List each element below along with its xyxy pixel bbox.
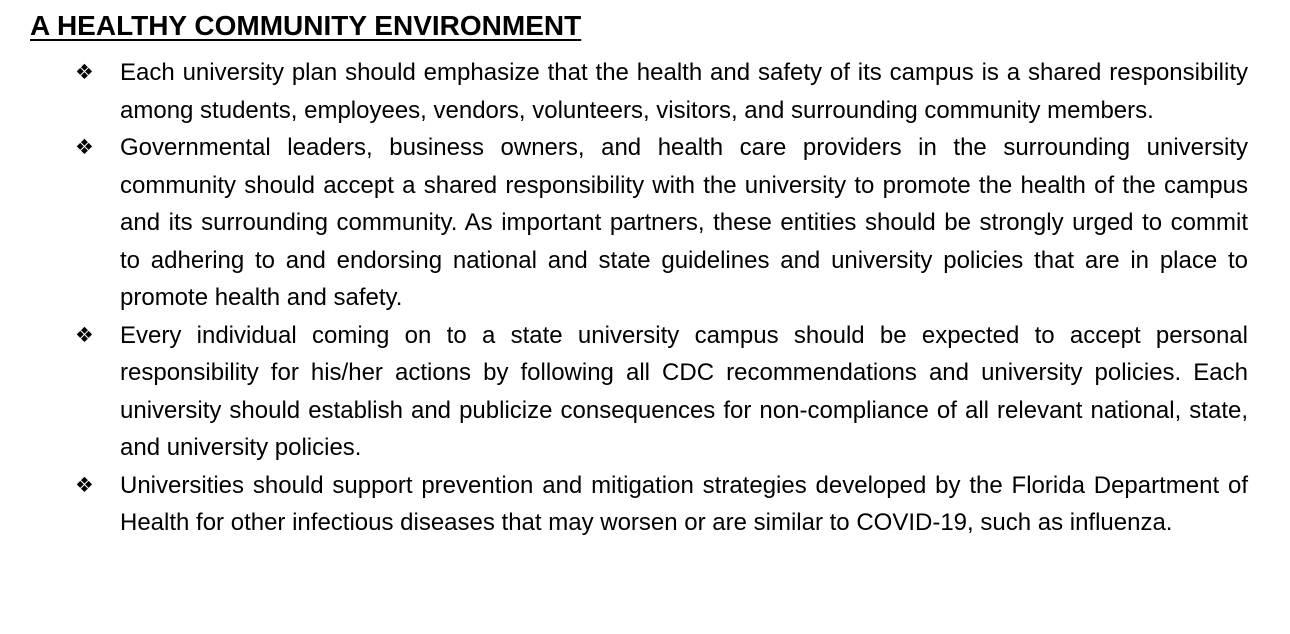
list-item: [75, 54, 1248, 129]
diamond-bullet-icon: ❖: [75, 60, 94, 84]
section-heading: A HEALTHY COMMUNITY ENVIRONMENT: [30, 10, 582, 41]
list-item: [75, 467, 1248, 542]
bullet-text: Governmental leaders, business owners, and health care providers in the surrounding university community should accept a shared responsibility with the university to promote the health of the campus and its surrounding community. As important partners, these entities should be strongly urged to commit to adhering to and endorsing national and state guidelines and university policies that are in place to promote health and safety.: [120, 134, 1248, 311]
list-item: [75, 317, 1248, 467]
bullet-text: Universities should support prevention and mitigation strategies developed by the Florida Department of Health for other infectious diseases that may worsen or are similar to COVID-19, such as influenza.: [120, 471, 1248, 536]
bullet-text: Every individual coming on to a state university campus should be expected to accept personal responsibility for his/her actions by following all CDC recommendations and university policies. Each university should establish and publicize consequences for non-compliance of all relevant national, state, and university policies.: [120, 321, 1248, 461]
diamond-bullet-icon: ❖: [75, 135, 94, 159]
bullet-text: Each university plan should emphasize that the health and safety of its campus is a shared responsibility among students, employees, vendors, volunteers, visitors, and surrounding community members.: [120, 59, 1248, 124]
diamond-bullet-icon: ❖: [75, 322, 94, 347]
bullet-list: [75, 54, 1248, 542]
diamond-bullet-icon: ❖: [75, 472, 94, 497]
list-item: [75, 129, 1248, 317]
